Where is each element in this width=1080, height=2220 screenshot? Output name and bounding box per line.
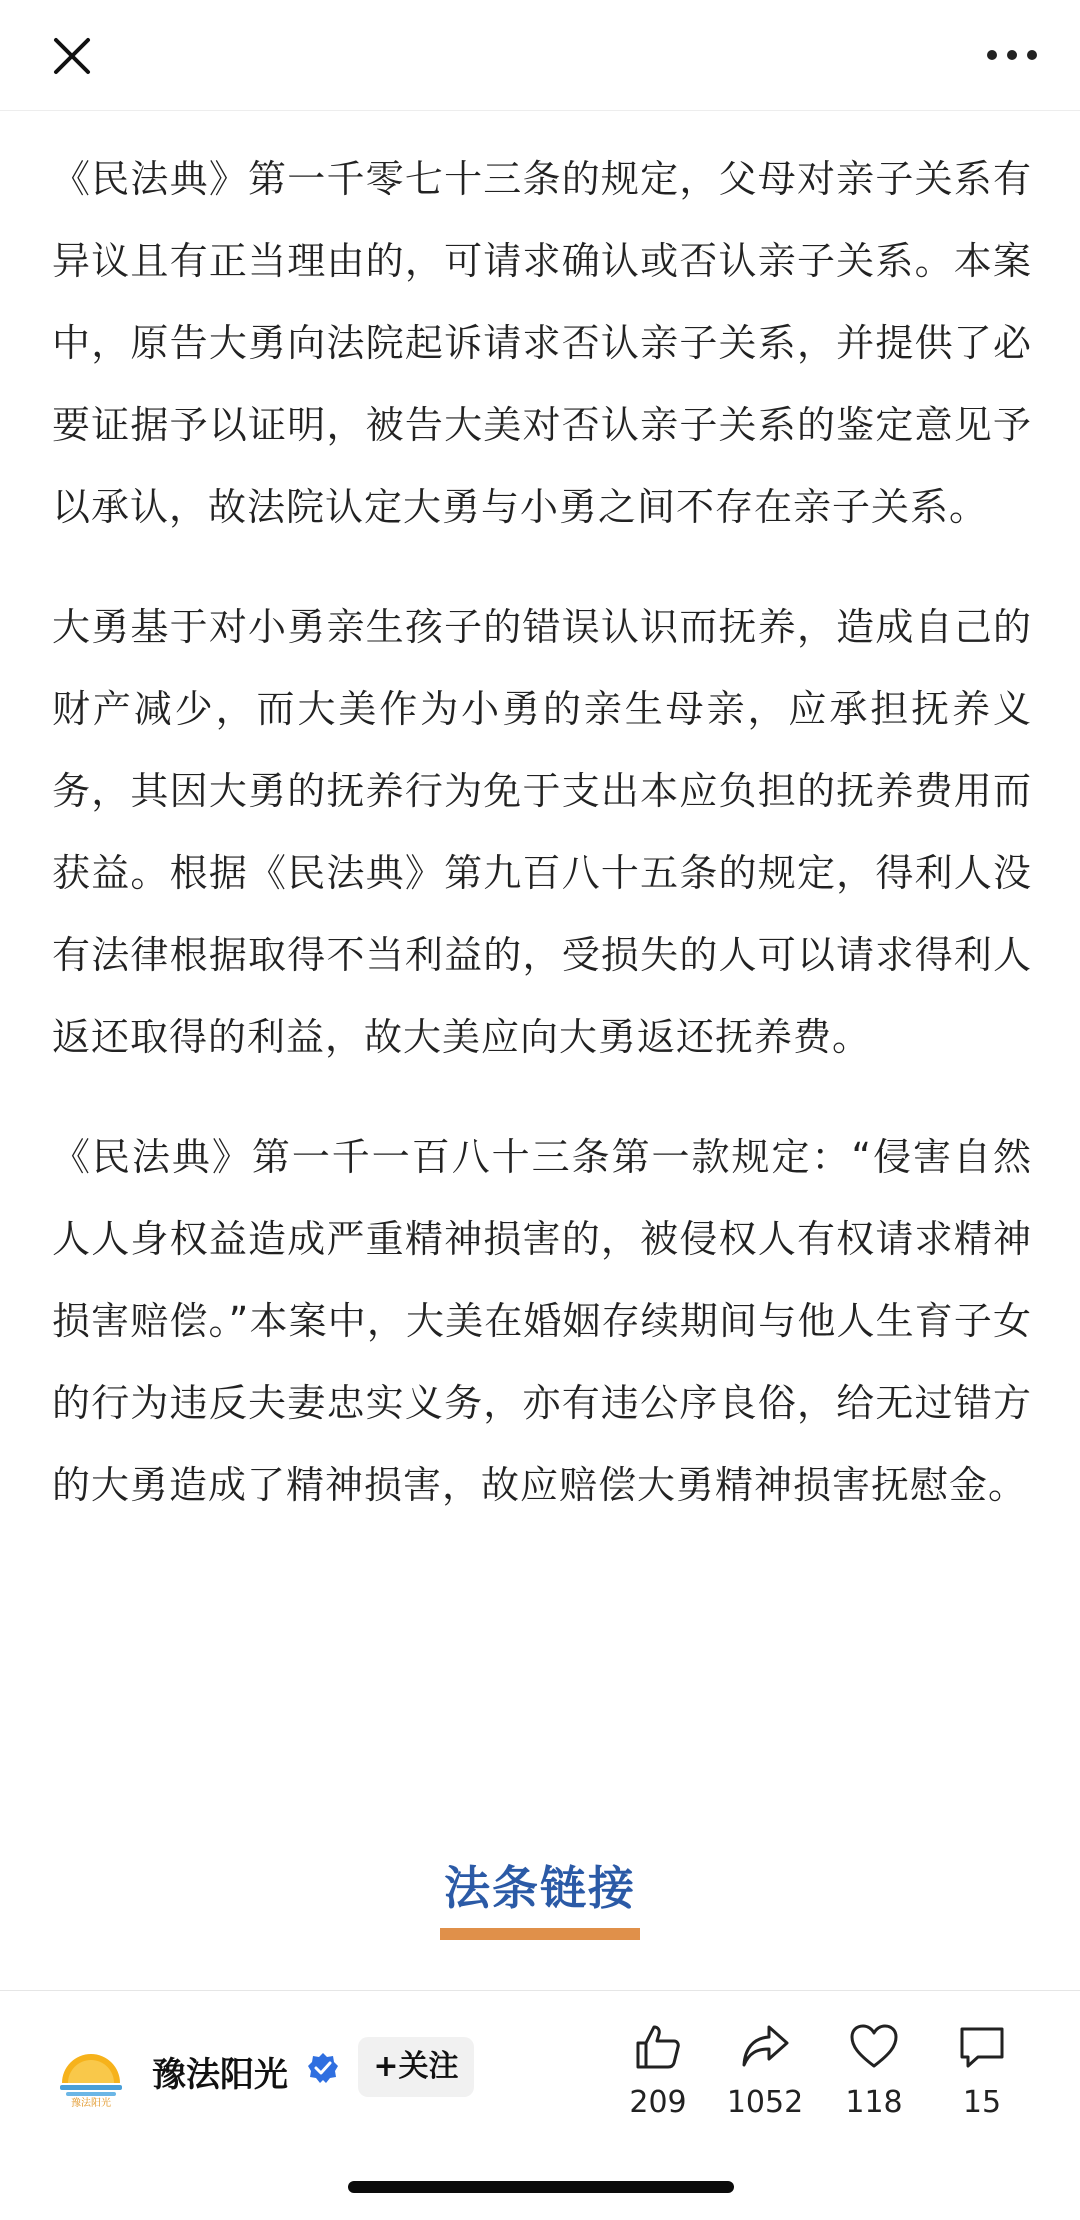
- comment-icon: [956, 2021, 1008, 2073]
- verified-badge-icon: [306, 2051, 340, 2085]
- article-paragraph-3: 《民法典》第一千一百八十三条第一款规定：“侵害自然人人身权益造成严重精神损害的，被侵权人有权请求精神损害赔偿。”本案中，大美在婚姻存续期间与他人生育子女的行为违反夫妻忠实义务，亦有违公序良俗，给无过错方的大勇造成了精神损害，故应赔偿大勇精神损害抚慰金。: [52, 1135, 1032, 1507]
- close-button[interactable]: [48, 32, 96, 80]
- home-indicator[interactable]: [348, 2181, 734, 2193]
- favorite-count: 118: [845, 2085, 903, 2120]
- share-button[interactable]: [715, 2021, 815, 2120]
- article-body: [52, 138, 1032, 1564]
- heart-icon: [848, 2021, 900, 2073]
- share-count: 1052: [726, 2085, 804, 2120]
- more-button[interactable]: [984, 40, 1040, 70]
- more-horizontal-icon: [984, 40, 1040, 70]
- follow-button[interactable]: +关注: [358, 2037, 474, 2097]
- sunrise-logo-icon: [56, 2039, 126, 2109]
- like-count: 209: [629, 2085, 687, 2120]
- thumbs-up-icon: [632, 2021, 684, 2073]
- section-title-text: 法条链接: [440, 1852, 640, 1940]
- article-paragraph-1: 《民法典》第一千零七十三条的规定，父母对亲子关系有异议且有正当理由的，可请求确认或否认亲子关系。本案中，原告大勇向法院起诉请求否认亲子关系，并提供了必要证据予以证明，被告大美对否认亲子关系的鉴定意见予以承认，故法院认定大勇与小勇之间不存在亲子关系。: [52, 157, 1032, 529]
- comment-button[interactable]: [932, 2021, 1032, 2120]
- close-icon: [48, 32, 96, 80]
- comment-count: 15: [962, 2085, 1002, 2120]
- top-bar: [0, 0, 1080, 111]
- share-icon: [739, 2021, 791, 2073]
- article-paragraph-2: 大勇基于对小勇亲生孩子的错误认识而抚养，造成自己的财产减少，而大美作为小勇的亲生母亲，应承担抚养义务，其因大勇的抚养行为免于支出本应负担的抚养费用而获益。根据《民法典》第九百八十五条的规定，得利人没有法律根据取得不当利益的，受损失的人可以请求得利人返还取得的利益，故大美应向大勇返还抚养费。: [52, 605, 1032, 1059]
- svg-text:豫法阳光: 豫法阳光: [71, 2098, 111, 2109]
- account-name[interactable]: 豫法阳光: [152, 2055, 288, 2095]
- favorite-button[interactable]: [824, 2021, 924, 2120]
- like-button[interactable]: [608, 2021, 708, 2120]
- account-avatar[interactable]: [56, 2039, 126, 2109]
- section-heading: [0, 1852, 1080, 1940]
